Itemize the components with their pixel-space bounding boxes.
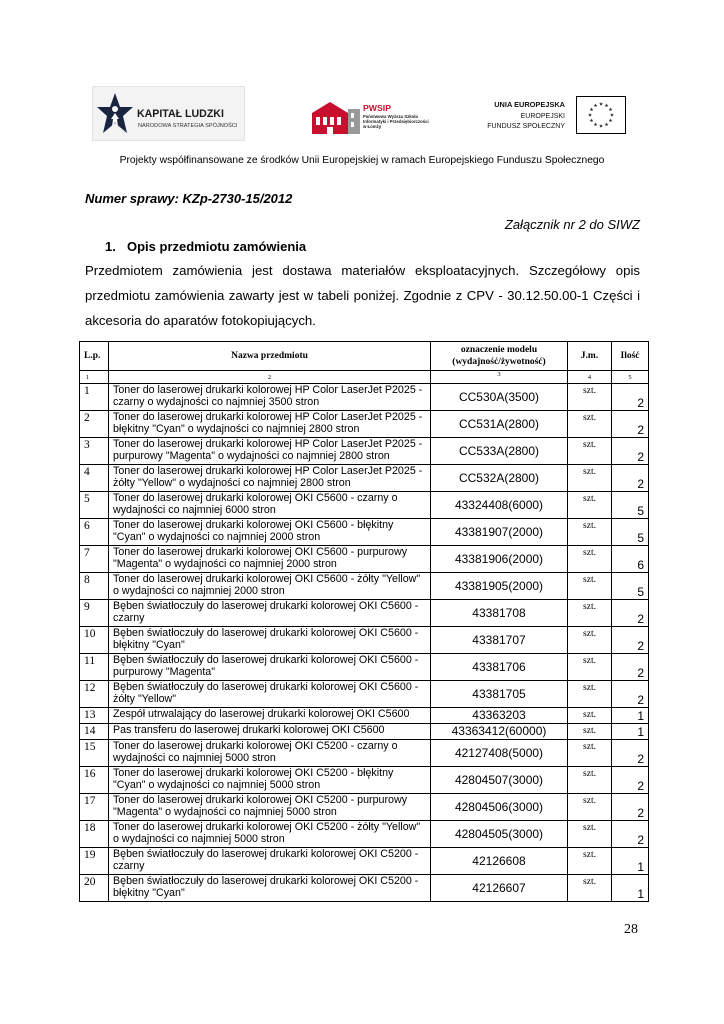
- kapital-ludzki-title: KAPITAŁ LUDZKI: [137, 108, 224, 120]
- table-row: [80, 492, 649, 519]
- paragraph-line: Przedmiotem zamówienia jest dostawa materiałów eksploatacyjnych. Szczegółowy opis: [85, 263, 640, 278]
- item-unit: szt.: [568, 654, 612, 681]
- item-unit: szt.: [568, 724, 612, 740]
- item-name: [109, 600, 431, 627]
- kapital-ludzki-emblem-icon: [96, 91, 134, 136]
- item-name-line: Toner do laserowej drukarki kolorowej HP Color LaserJet P2025 -: [113, 438, 423, 450]
- table-row: [80, 465, 649, 492]
- column-number: 1: [80, 371, 109, 384]
- item-model: 42804505(3000): [431, 821, 568, 848]
- eu-flag-icon: [576, 96, 626, 134]
- row-number: 1: [80, 384, 109, 411]
- table-row: [80, 654, 649, 681]
- item-quantity: 1: [612, 848, 649, 875]
- item-name-line: czarny o wydajności co najmniej 3500 stron: [113, 396, 320, 408]
- header-qty: Ilość: [612, 342, 649, 371]
- item-name-line: o wydajności co najmniej 5000 stron: [113, 833, 285, 845]
- item-name-line: Toner do laserowej drukarki kolorowej OKI C5600 - purpurowy: [113, 546, 408, 558]
- header-lp: L.p.: [80, 342, 109, 371]
- item-name-line: Bęben światłoczuły do laserowej drukarki kolorowej OKI C5600 -: [113, 627, 419, 639]
- item-name: [109, 411, 431, 438]
- item-quantity: 6: [612, 546, 649, 573]
- item-model: 43381906(2000): [431, 546, 568, 573]
- item-name-line: wydajności co najmniej 6000 stron: [113, 504, 276, 516]
- item-name: [109, 681, 431, 708]
- column-number: 2: [109, 371, 431, 384]
- item-model: 43363412(60000): [431, 724, 568, 740]
- table-row: [80, 519, 649, 546]
- item-unit: szt.: [568, 519, 612, 546]
- pwsip-full-name: [363, 114, 429, 130]
- item-quantity: 2: [612, 740, 649, 767]
- item-name: [109, 848, 431, 875]
- item-name-line: "Cyan" o wydajności co najmniej 5000 stron: [113, 779, 321, 791]
- item-name: [109, 546, 431, 573]
- item-name-line: błękitny "Cyan": [113, 639, 185, 651]
- item-name-line: błękitny "Cyan" o wydajności co najmniej 2800 stron: [113, 423, 360, 435]
- row-number: 11: [80, 654, 109, 681]
- header-unit: J.m.: [568, 342, 612, 371]
- row-number: 6: [80, 519, 109, 546]
- pwsip-title: PWSIP: [363, 103, 391, 113]
- item-model: 42804507(3000): [431, 767, 568, 794]
- row-number: 13: [80, 708, 109, 724]
- item-quantity: 5: [612, 573, 649, 600]
- item-unit: szt.: [568, 600, 612, 627]
- row-number: 19: [80, 848, 109, 875]
- item-model: CC531A(2800): [431, 411, 568, 438]
- table-row: [80, 384, 649, 411]
- item-name: [109, 384, 431, 411]
- row-number: 5: [80, 492, 109, 519]
- item-name-line: Toner do laserowej drukarki kolorowej HP Color LaserJet P2025 -: [113, 411, 423, 423]
- row-number: 3: [80, 438, 109, 465]
- item-quantity: 1: [612, 875, 649, 902]
- item-quantity: 2: [612, 384, 649, 411]
- page-number: 28: [624, 922, 638, 937]
- item-quantity: 2: [612, 767, 649, 794]
- column-number: 4: [568, 371, 612, 384]
- item-name: [109, 654, 431, 681]
- item-quantity: 2: [612, 600, 649, 627]
- item-quantity: 2: [612, 465, 649, 492]
- item-quantity: 5: [612, 492, 649, 519]
- row-number: 4: [80, 465, 109, 492]
- item-name-line: Toner do laserowej drukarki kolorowej OKI C5600 - czarny o: [113, 492, 398, 504]
- item-unit: szt.: [568, 767, 612, 794]
- attachment-label: Załącznik nr 2 do SIWZ: [504, 217, 640, 232]
- item-name: [109, 492, 431, 519]
- row-number: 17: [80, 794, 109, 821]
- column-number: 3: [431, 371, 568, 384]
- table-row: [80, 546, 649, 573]
- kapital-ludzki-logo: [92, 86, 245, 141]
- item-name: [109, 627, 431, 654]
- row-number: 15: [80, 740, 109, 767]
- table-row: [80, 573, 649, 600]
- item-model: 43324408(6000): [431, 492, 568, 519]
- eu-logo: [482, 95, 632, 137]
- item-unit: szt.: [568, 848, 612, 875]
- row-number: 12: [80, 681, 109, 708]
- item-name-line: Bęben światłoczuły do laserowej drukarki kolorowej OKI C5600 -: [113, 600, 419, 612]
- table-row: [80, 627, 649, 654]
- table-row: [80, 724, 649, 740]
- item-quantity: 2: [612, 821, 649, 848]
- row-number: 2: [80, 411, 109, 438]
- item-unit: szt.: [568, 708, 612, 724]
- item-quantity: 2: [612, 654, 649, 681]
- row-number: 9: [80, 600, 109, 627]
- item-model: CC533A(2800): [431, 438, 568, 465]
- section-title: Opis przedmiotu zamówienia: [127, 239, 307, 254]
- item-model: 43381907(2000): [431, 519, 568, 546]
- item-name: [109, 740, 431, 767]
- item-unit: szt.: [568, 438, 612, 465]
- header-model-line: (wydajność/żywotność): [452, 357, 546, 367]
- item-name-line: żółty "Yellow": [113, 693, 177, 705]
- item-model: CC530A(3500): [431, 384, 568, 411]
- item-name: [109, 821, 431, 848]
- pwsip-logo: [308, 97, 438, 137]
- item-unit: szt.: [568, 681, 612, 708]
- items-table: [79, 341, 649, 902]
- table-row: [80, 600, 649, 627]
- pwsip-name-line: Państwowa Wyższa Szkoła: [363, 114, 418, 119]
- item-name: [109, 573, 431, 600]
- row-number: 7: [80, 546, 109, 573]
- item-name-line: Toner do laserowej drukarki kolorowej OKI C5200 - czarny o: [113, 740, 398, 752]
- item-name: [109, 875, 431, 902]
- item-name-line: Toner do laserowej drukarki kolorowej OKI C5600 - żółty "Yellow": [113, 573, 421, 585]
- table-row: [80, 438, 649, 465]
- table-row: [80, 848, 649, 875]
- header-model: [431, 342, 568, 371]
- item-name-line: o wydajności co najmniej 2000 stron: [113, 585, 285, 597]
- item-name-line: purpurowy "Magenta" o wydajności co najmniej 2800 stron: [113, 450, 390, 462]
- item-model: 43381708: [431, 600, 568, 627]
- eu-fund-label-1: EUROPEJSKI: [520, 113, 565, 120]
- item-name-line: Toner do laserowej drukarki kolorowej OKI C5200 - błękitny: [113, 767, 394, 779]
- table-row: [80, 875, 649, 902]
- item-name: [109, 767, 431, 794]
- case-number: Numer sprawy: KZp-2730-15/2012: [85, 191, 293, 206]
- eu-fund-label-2: FUNDUSZ SPOŁECZNY: [487, 123, 565, 130]
- item-unit: szt.: [568, 384, 612, 411]
- item-unit: szt.: [568, 492, 612, 519]
- item-model: 43381705: [431, 681, 568, 708]
- item-model: 43363203: [431, 708, 568, 724]
- item-model: 42126608: [431, 848, 568, 875]
- cofinancing-note: Projekty współfinansowane ze środków Unii Europejskiej w ramach Europejskiego Funduszu Społecznego: [119, 155, 605, 166]
- paragraph-line: przedmiotu zamówienia zawarty jest w tabeli poniżej. Zgodnie z CPV - 30.12.50.00-1 Części i: [85, 288, 640, 303]
- row-number: 18: [80, 821, 109, 848]
- item-name: [109, 708, 431, 724]
- item-name: [109, 438, 431, 465]
- description-paragraph: [85, 258, 640, 333]
- item-model: 43381905(2000): [431, 573, 568, 600]
- item-name-line: "Magenta" o wydajności co najmniej 5000 stron: [113, 806, 337, 818]
- item-name: [109, 519, 431, 546]
- table-row: [80, 708, 649, 724]
- section-number: 1.: [105, 239, 116, 254]
- paragraph-line: akcesoria do aparatów fotokopiujących.: [85, 313, 316, 328]
- table-row: [80, 740, 649, 767]
- item-name-line: Toner do laserowej drukarki kolorowej OKI C5200 - purpurowy: [113, 794, 408, 806]
- pwsip-building-icon: [310, 99, 362, 135]
- table-row: [80, 411, 649, 438]
- column-number-row: [80, 371, 649, 384]
- item-name-line: Toner do laserowej drukarki kolorowej OKI C5600 - błękitny: [113, 519, 394, 531]
- table-row: [80, 681, 649, 708]
- item-quantity: 2: [612, 627, 649, 654]
- item-name-line: czarny: [113, 612, 145, 624]
- header-model-line: oznaczenie modelu: [460, 345, 538, 355]
- row-number: 16: [80, 767, 109, 794]
- item-quantity: 2: [612, 411, 649, 438]
- item-unit: szt.: [568, 875, 612, 902]
- item-name-line: "Magenta" o wydajności co najmniej 2000 stron: [113, 558, 337, 570]
- item-unit: szt.: [568, 573, 612, 600]
- item-unit: szt.: [568, 794, 612, 821]
- item-name-line: Bęben światłoczuły do laserowej drukarki kolorowej OKI C5600 -: [113, 681, 419, 693]
- table-body: [80, 384, 649, 902]
- item-name-line: Bęben światłoczuły do laserowej drukarki kolorowej OKI C5600 -: [113, 654, 419, 666]
- item-model: 42804506(3000): [431, 794, 568, 821]
- pwsip-name-line: Informatyki i Przedsiębiorczości: [363, 119, 429, 125]
- item-name-line: purpurowy "Magenta": [113, 666, 216, 678]
- item-name: [109, 794, 431, 821]
- item-quantity: 1: [612, 724, 649, 740]
- item-name-line: "Cyan" o wydajności co najmniej 2000 stron: [113, 531, 321, 543]
- item-unit: szt.: [568, 411, 612, 438]
- header-name: Nazwa przedmiotu: [109, 342, 431, 371]
- item-name: [109, 465, 431, 492]
- item-model: CC532A(2800): [431, 465, 568, 492]
- item-unit: szt.: [568, 465, 612, 492]
- item-model: 42126607: [431, 875, 568, 902]
- item-quantity: 1: [612, 708, 649, 724]
- table-header-row: [80, 342, 649, 371]
- pwsip-name-line: w Łomży: [363, 124, 382, 130]
- item-unit: szt.: [568, 546, 612, 573]
- item-name-line: czarny: [113, 860, 145, 872]
- item-name-line: żółty "Yellow" o wydajności co najmniej 2800 stron: [113, 477, 351, 489]
- item-unit: szt.: [568, 740, 612, 767]
- row-number: 14: [80, 724, 109, 740]
- item-name-line: wydajności co najmniej 5000 stron: [113, 752, 276, 764]
- item-model: 42127408(5000): [431, 740, 568, 767]
- item-quantity: 2: [612, 438, 649, 465]
- eu-union-label: UNIA EUROPEJSKA: [494, 100, 565, 109]
- row-number: 8: [80, 573, 109, 600]
- item-name-line: Bęben światłoczuły do laserowej drukarki kolorowej OKI C5200 -: [113, 848, 419, 860]
- item-quantity: 2: [612, 794, 649, 821]
- item-unit: szt.: [568, 627, 612, 654]
- item-name-line: Toner do laserowej drukarki kolorowej HP Color LaserJet P2025 -: [113, 465, 423, 477]
- item-name: [109, 724, 431, 740]
- row-number: 10: [80, 627, 109, 654]
- item-name-line: Toner do laserowej drukarki kolorowej HP Color LaserJet P2025 -: [113, 384, 423, 396]
- item-model: 43381706: [431, 654, 568, 681]
- item-unit: szt.: [568, 821, 612, 848]
- table-row: [80, 821, 649, 848]
- item-name-line: błękitny "Cyan": [113, 887, 185, 899]
- item-name-line: Toner do laserowej drukarki kolorowej OKI C5200 - żółty "Yellow": [113, 821, 421, 833]
- item-quantity: 5: [612, 519, 649, 546]
- kapital-ludzki-subtitle: NARODOWA STRATEGIA SPÓJNOŚCI: [138, 123, 238, 129]
- item-name-line: Pas transferu do laserowej drukarki kolorowej OKI C5600: [113, 724, 385, 736]
- item-name-line: Zespół utrwalający do laserowej drukarki kolorowej OKI C5600: [113, 708, 410, 720]
- item-model: 43381707: [431, 627, 568, 654]
- row-number: 20: [80, 875, 109, 902]
- table-row: [80, 794, 649, 821]
- column-number: 5: [612, 371, 649, 384]
- item-name-line: Bęben światłoczuły do laserowej drukarki kolorowej OKI C5200 -: [113, 875, 419, 887]
- item-quantity: 2: [612, 681, 649, 708]
- table-row: [80, 767, 649, 794]
